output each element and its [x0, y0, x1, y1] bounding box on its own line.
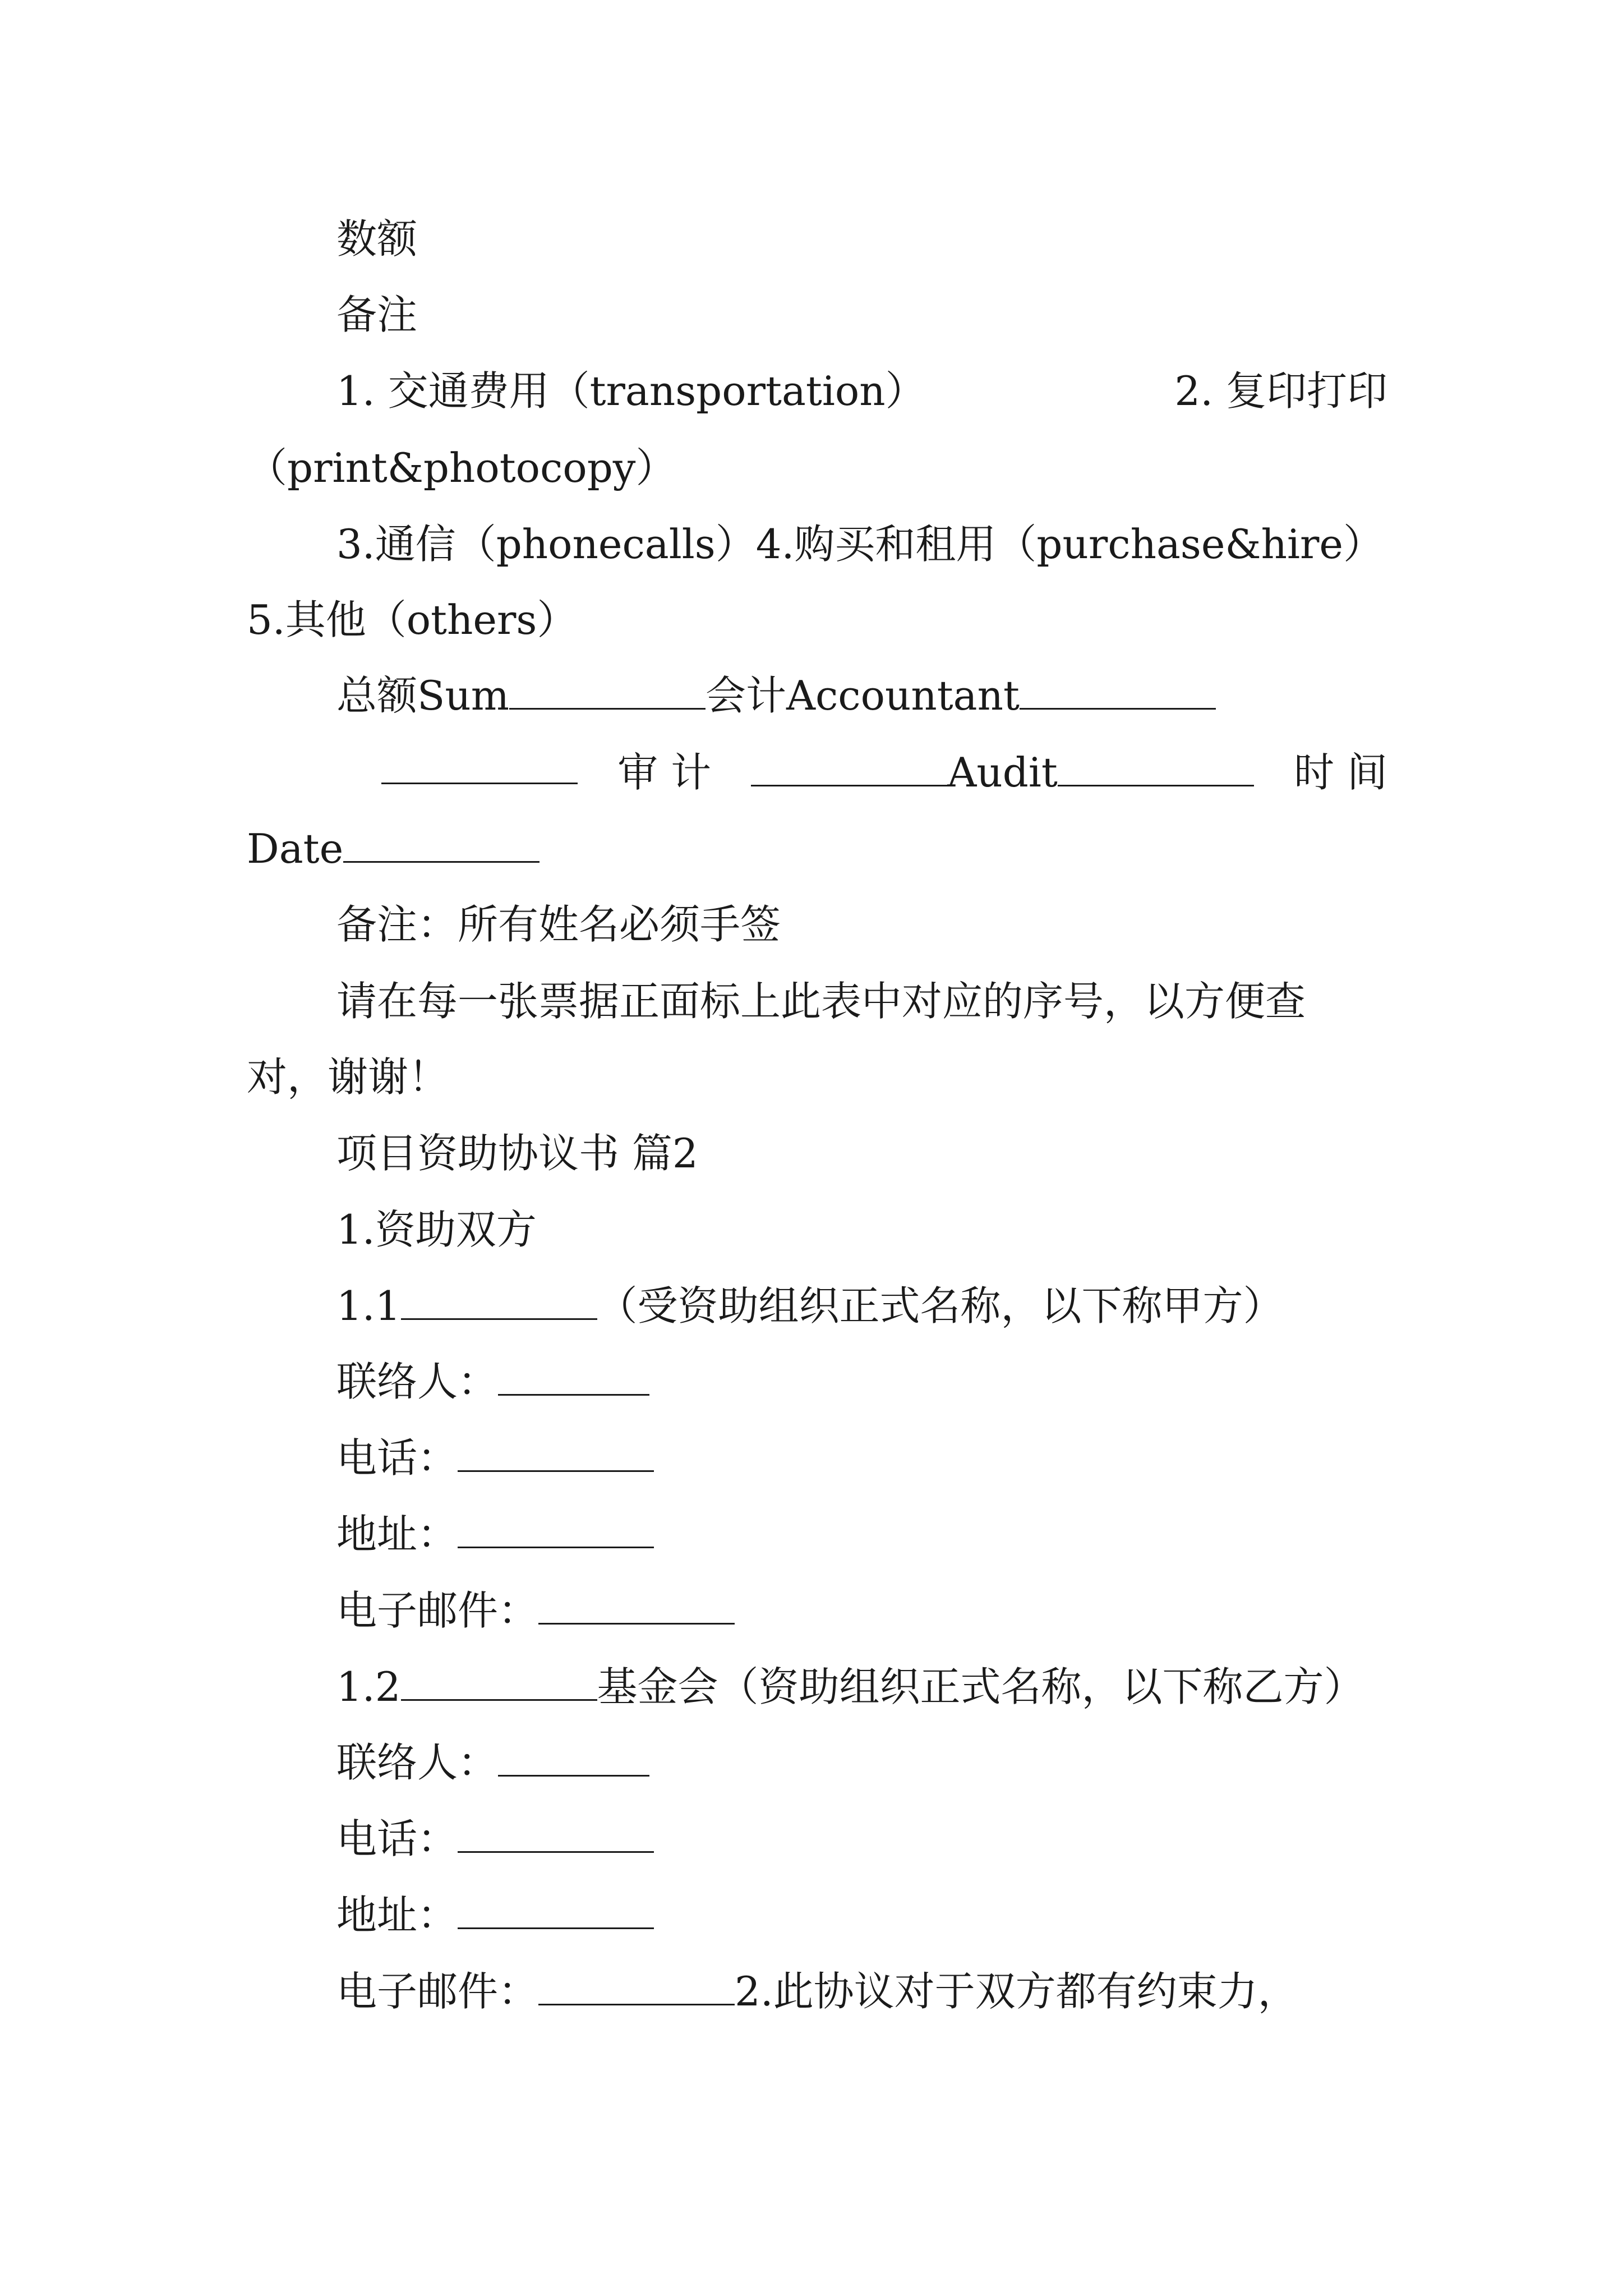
- audit-blank-2: [1058, 747, 1254, 786]
- party-b-email-section-2: [336, 1963, 1387, 2019]
- email-label: 电子邮件：: [336, 1968, 539, 2015]
- party-a-desc: （受资助组织正式名称，以下称甲方）: [597, 1282, 1284, 1329]
- audit-cn-label: 审 计: [617, 749, 712, 796]
- date-blank: [343, 823, 540, 863]
- expense-item-2: 2. 复印打印: [1174, 367, 1387, 415]
- expense-item-5: 5.其他（others）: [247, 596, 578, 643]
- signature-note: 备注：所有姓名必须手签: [336, 901, 781, 948]
- party-b-address-blank: [458, 1889, 654, 1929]
- party-a-address-blank: [458, 1508, 654, 1548]
- party-b-desc: 基金会（资助组织正式名称，以下称乙方）: [597, 1663, 1364, 1710]
- accountant-blank: [1020, 670, 1216, 710]
- audit-en-label: Audit: [947, 749, 1058, 796]
- email-label: 电子邮件：: [336, 1587, 539, 1634]
- receipt-note-line-2: 对，谢谢！: [247, 1053, 449, 1101]
- date-line: [247, 821, 1387, 877]
- accountant-name-blank: [381, 744, 578, 784]
- party-a-contact: [336, 1354, 1387, 1410]
- party-b-address: [336, 1887, 1387, 1943]
- section-1-heading: 1.资助双方: [336, 1206, 537, 1253]
- time-label: 时 间: [1294, 749, 1387, 796]
- amount-label: 数额: [336, 215, 418, 263]
- expense-item-1-2: [336, 363, 1387, 419]
- party-a-email-blank: [538, 1585, 735, 1625]
- party-a-contact-blank: [498, 1356, 649, 1396]
- section-2-text: 2.此协议对于双方都有约束力，: [735, 1968, 1298, 2015]
- expense-item-2-english: （print&photocopy）: [247, 444, 676, 491]
- agreement-title: 项目资助协议书 篇2: [336, 1130, 698, 1177]
- sum-blank: [509, 670, 706, 710]
- address-label: 地址：: [336, 1892, 458, 1939]
- party-b-phone: [336, 1811, 1387, 1867]
- sum-accountant-line: [336, 668, 1387, 724]
- sum-label: 总额Sum: [336, 672, 509, 719]
- address-label: 地址：: [336, 1511, 458, 1558]
- party-b-phone-blank: [458, 1813, 654, 1853]
- contact-label: 联络人：: [336, 1739, 499, 1786]
- phone-label: 电话：: [336, 1815, 458, 1862]
- party-a-email: [336, 1582, 1387, 1639]
- phone-label: 电话：: [336, 1434, 458, 1481]
- date-label: Date: [247, 825, 344, 872]
- party-a-prefix: 1.1: [336, 1282, 401, 1329]
- party-a-line: [336, 1278, 1387, 1334]
- party-a-name-blank: [401, 1280, 597, 1320]
- audit-blank-1: [751, 747, 947, 786]
- expense-item-3-4: 3.通信（phonecalls）4.购买和租用（purchase&hire）: [336, 521, 1384, 568]
- party-b-name-blank: [401, 1661, 597, 1701]
- expense-item-1: 1. 交通费用（transportation）: [336, 367, 926, 415]
- party-b-email-blank: [538, 1966, 735, 2005]
- party-a-address: [336, 1506, 1387, 1562]
- contact-label: 联络人：: [336, 1358, 499, 1405]
- audit-time-line: [381, 744, 1387, 800]
- party-b-prefix: 1.2: [336, 1663, 401, 1710]
- party-b-line: [336, 1659, 1387, 1715]
- party-b-contact: [336, 1734, 1387, 1791]
- party-a-phone: [336, 1430, 1387, 1486]
- party-a-phone-blank: [458, 1432, 654, 1472]
- party-b-contact-blank: [498, 1737, 649, 1777]
- remarks-label: 备注: [336, 291, 418, 338]
- receipt-note-line-1: 请在每一张票据正面标上此表中对应的序号，以方便查: [336, 978, 1306, 1025]
- accountant-label: 会计Accountant: [705, 672, 1020, 719]
